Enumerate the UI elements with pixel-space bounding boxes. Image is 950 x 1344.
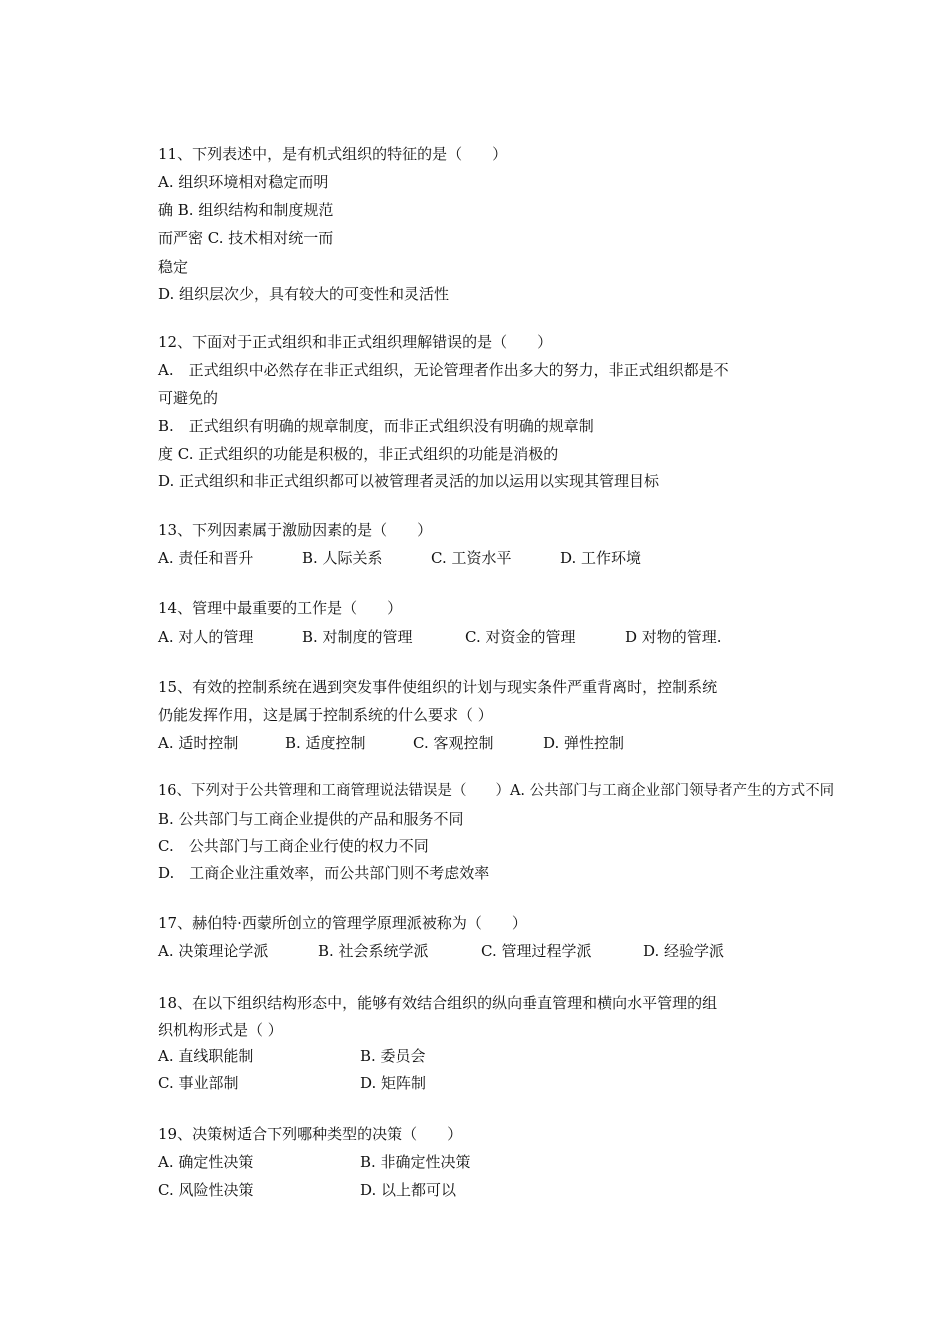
q15-option-b: B. 适度控制 [285, 734, 366, 752]
q16-option-c: C. 公共部门与工商企业行使的权力不同 [158, 837, 429, 855]
q16-option-b: B. 公共部门与工商企业提供的产品和服务不同 [158, 810, 464, 828]
q12-option-a: A. 正式组织中必然存在非正式组织，无论管理者作出多大的努力，非正式组织都是不 [158, 361, 729, 379]
q18-option-a: A. 直线职能制 [158, 1047, 254, 1065]
q17-option-d: D. 经验学派 [643, 942, 725, 960]
q13-option-d: D. 工作环境 [560, 549, 642, 567]
q11-option-d: D. 组织层次少，具有较大的可变性和灵活性 [158, 285, 450, 303]
q17-option-c: C. 管理过程学派 [481, 942, 592, 960]
q19-option-a: A. 确定性决策 [158, 1153, 254, 1171]
q18-option-c: C. 事业部制 [158, 1074, 239, 1092]
q15-stem: 15、有效的控制系统在遇到突发事件使组织的计划与现实条件严重背离时，控制系统 [158, 678, 718, 696]
q14-option-a: A. 对人的管理 [158, 628, 254, 646]
q18-stem-cont: 织机构形式是（ ） [158, 1021, 283, 1039]
q16-stem: 16、下列对于公共管理和工商管理说法错误是（ ）A. 公共部门与工商企业部门领导者产生的方式不同 [158, 783, 835, 799]
q14-stem: 14、管理中最重要的工作是（ ） [158, 599, 403, 617]
q11-line-1: A. 组织环境相对稳定而明 [158, 173, 329, 191]
q14-option-d: D 对物的管理. [625, 628, 722, 646]
q19-option-c: C. 风险性决策 [158, 1181, 254, 1199]
q15-option-d: D. 弹性控制 [543, 734, 625, 752]
q19-stem: 19、决策树适合下列哪种类型的决策（ ） [158, 1125, 463, 1143]
q15-option-a: A. 适时控制 [158, 734, 239, 752]
q12-option-b: B. 正式组织有明确的规章制度，而非正式组织没有明确的规章制 [158, 417, 594, 435]
q13-stem: 13、下列因素属于激励因素的是（ ） [158, 521, 433, 539]
q13-option-a: A. 责任和晋升 [158, 549, 254, 567]
q15-option-c: C. 客观控制 [413, 734, 494, 752]
q12-option-a-cont: 可避免的 [158, 389, 219, 407]
q12-stem: 12、下面对于正式组织和非正式组织理解错误的是（ ） [158, 333, 553, 351]
q11-line-4: 稳定 [158, 258, 189, 276]
q17-stem: 17、赫伯特·西蒙所创立的管理学原理派被称为（ ） [158, 914, 527, 932]
q13-option-c: C. 工资水平 [431, 549, 512, 567]
q11-line-3: 而严密 C. 技术相对统一而 [158, 229, 334, 247]
q13-option-b: B. 人际关系 [302, 549, 383, 567]
q14-option-c: C. 对资金的管理 [465, 628, 576, 646]
q12-option-d: D. 正式组织和非正式组织都可以被管理者灵活的加以运用以实现其管理目标 [158, 472, 660, 490]
q19-option-d: D. 以上都可以 [360, 1181, 457, 1199]
q18-stem: 18、在以下组织结构形态中，能够有效结合组织的纵向垂直管理和横向水平管理的组 [158, 994, 718, 1012]
q19-option-b: B. 非确定性决策 [360, 1153, 471, 1171]
q17-option-b: B. 社会系统学派 [318, 942, 429, 960]
q17-option-a: A. 决策理论学派 [158, 942, 269, 960]
q11-line-2: 确 B. 组织结构和制度规范 [158, 201, 334, 219]
q16-option-d: D. 工商企业注重效率，而公共部门则不考虑效率 [158, 864, 490, 882]
q11-stem: 11、下列表述中，是有机式组织的特征的是（ ） [158, 145, 508, 163]
q18-option-d: D. 矩阵制 [360, 1074, 427, 1092]
q14-option-b: B. 对制度的管理 [302, 628, 413, 646]
q15-stem-cont: 仍能发挥作用，这是属于控制系统的什么要求（ ） [158, 706, 493, 724]
q18-option-b: B. 委员会 [360, 1047, 426, 1065]
q12-option-c: 度 C. 正式组织的功能是积极的，非正式组织的功能是消极的 [158, 445, 559, 463]
